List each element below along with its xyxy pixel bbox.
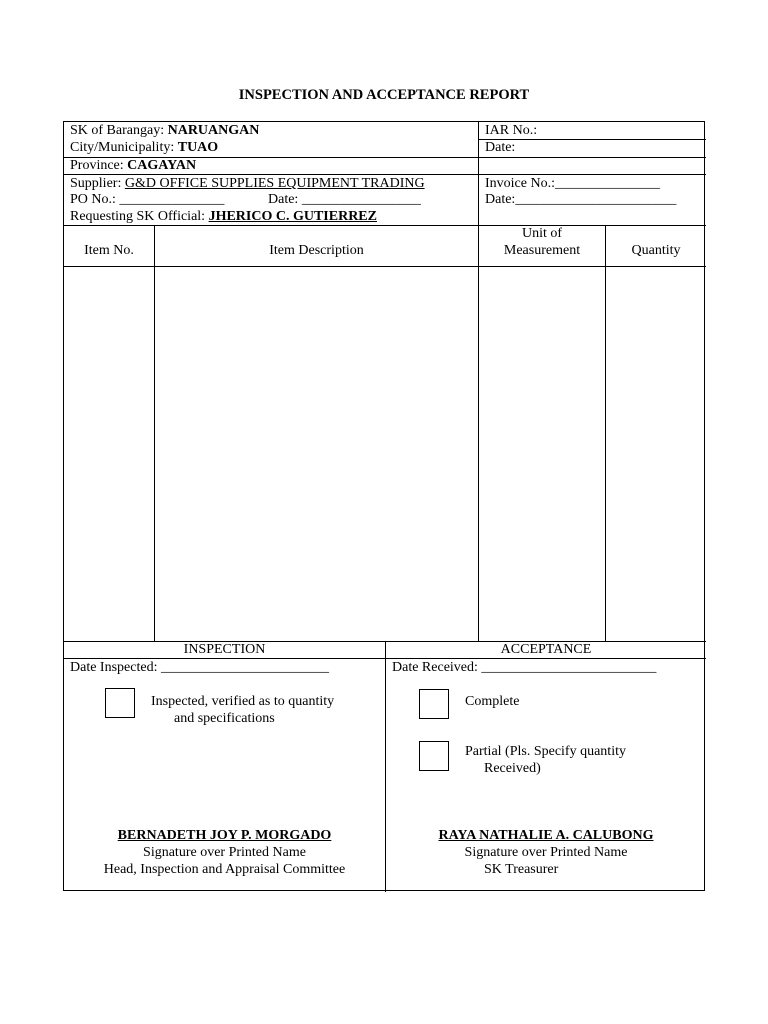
- supplier-label: Supplier:: [70, 176, 122, 191]
- divider: [154, 225, 155, 641]
- province-field: [70, 157, 196, 174]
- col-header-item-no: Item No.: [84, 243, 134, 258]
- inspector-position: Head, Inspection and Appraisal Committee: [103, 862, 346, 877]
- partial-label-line1: Partial (Pls. Specify quantity: [465, 744, 626, 759]
- city-field: [70, 139, 218, 156]
- col-header-unit-line2: Measurement: [503, 243, 581, 258]
- inspected-checkbox[interactable]: [105, 688, 135, 718]
- requesting-official-field: [70, 208, 377, 225]
- date-field: Date:: [485, 140, 516, 155]
- treasurer-position: SK Treasurer: [484, 862, 559, 877]
- city-value: TUAO: [177, 140, 219, 155]
- supplier-value: G&D OFFICE SUPPLIES EQUIPMENT TRADING: [124, 176, 425, 191]
- report-title: INSPECTION AND ACCEPTANCE REPORT: [238, 87, 530, 103]
- divider: [64, 266, 706, 267]
- province-value: CAGAYAN: [127, 158, 197, 173]
- date-received-field: Date Received: _________________________: [392, 660, 657, 675]
- po-no-field: PO No.: _______________: [70, 192, 225, 207]
- col-header-item-description: Item Description: [269, 243, 364, 258]
- barangay-label: SK of Barangay:: [70, 123, 165, 138]
- invoice-date-field: Date:_______________________: [485, 192, 677, 207]
- barangay-field: [70, 122, 259, 139]
- inspected-label-line2: and specifications: [174, 711, 275, 726]
- inspected-label-line1: Inspected, verified as to quantity: [151, 694, 335, 709]
- report-form: [63, 121, 705, 891]
- partial-label-line2: Received): [484, 761, 541, 776]
- barangay-value: NARUANGAN: [167, 123, 260, 138]
- treasurer-signature-caption: Signature over Printed Name: [464, 845, 628, 860]
- po-date-field: Date: _________________: [268, 192, 421, 207]
- city-label: City/Municipality:: [70, 140, 175, 155]
- complete-checkbox[interactable]: [419, 689, 449, 719]
- partial-checkbox[interactable]: [419, 741, 449, 771]
- complete-label: Complete: [465, 694, 520, 709]
- col-header-unit-line1: Unit of: [521, 226, 563, 241]
- invoice-no-field: Invoice No.:_______________: [485, 176, 660, 191]
- iar-no-field: IAR No.:: [485, 123, 538, 138]
- treasurer-name: RAYA NATHALIE A. CALUBONG: [438, 828, 654, 843]
- supplier-field: [70, 175, 425, 192]
- province-label: Province:: [70, 158, 124, 173]
- col-header-quantity: Quantity: [631, 243, 681, 258]
- official-value: JHERICO C. GUTIERREZ: [208, 209, 377, 224]
- date-inspected-field: Date Inspected: ________________________: [70, 660, 329, 675]
- inspection-heading: INSPECTION: [183, 642, 266, 657]
- inspector-signature-caption: Signature over Printed Name: [143, 845, 306, 860]
- official-label: Requesting SK Official:: [70, 209, 206, 224]
- inspector-name: BERNADETH JOY P. MORGADO: [117, 828, 332, 843]
- divider: [605, 225, 606, 641]
- divider: [64, 225, 706, 226]
- divider: [478, 122, 479, 225]
- acceptance-heading: ACCEPTANCE: [500, 642, 592, 657]
- divider: [478, 225, 479, 641]
